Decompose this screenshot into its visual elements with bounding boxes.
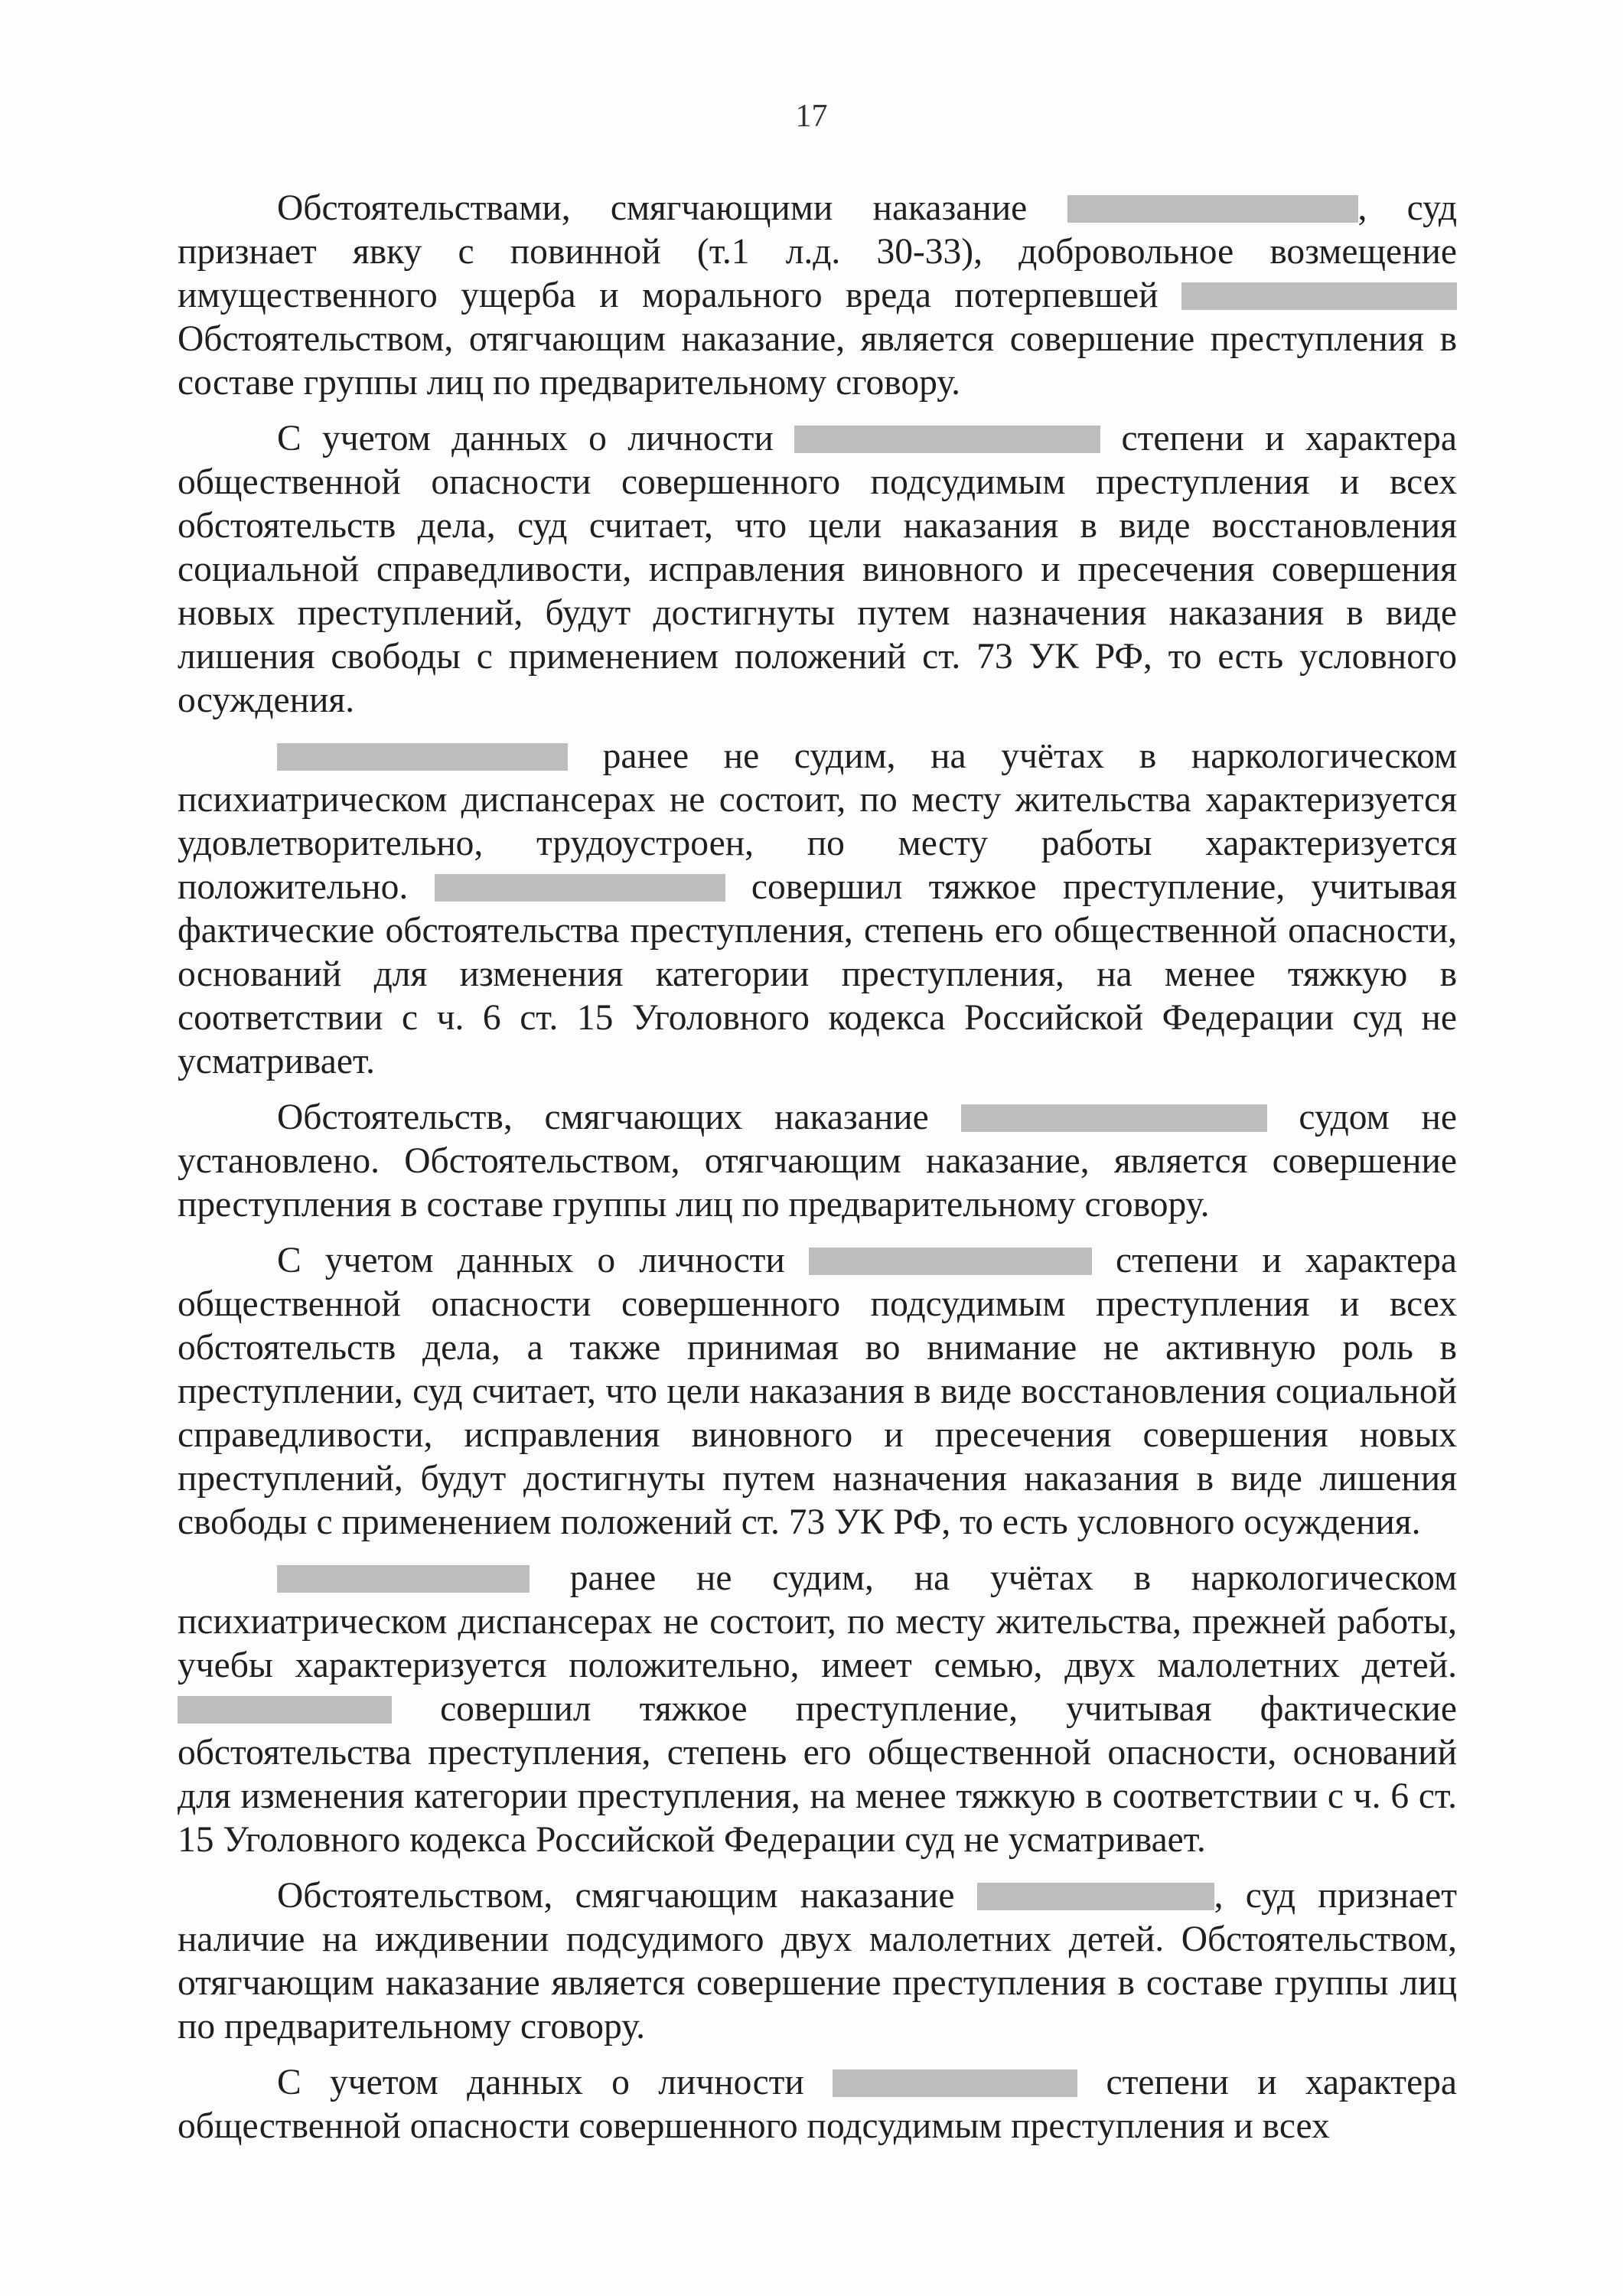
paragraph-text: степени и характера общественной опасности совершенного подсудимым преступления и всех обстоятельств дела, а также принимая во внимание не активную роль в преступлении, суд считает, что цели наказания в виде восстановления социальной справедливости, исправления виновного и пресечения совершения новых преступлений, будут достигнуты путем назначения наказания в виде лишения свободы с применением положений ст. 73 УК РФ, то есть условного осуждения. bbox=[178, 1241, 1457, 1542]
paragraph-text: степени и характера общественной опасности совершенного подсудимым преступления и всех обстоятельств дела, суд считает, что цели наказания в виде восстановления социальной справедливости, исправления виновного и пресечения совершения новых преступлений, будут достигнуты путем назначения наказания в виде лишения свободы с применением положений ст. 73 УК РФ, то есть условного осуждения. bbox=[178, 419, 1457, 720]
paragraph-text: степени и характера общественной опасности совершенного подсудимым преступления и всех bbox=[178, 2063, 1457, 2146]
paragraph-p7 bbox=[178, 1874, 1457, 2049]
paragraph-text: , суд признает наличие на иждивении подсудимого двух малолетних детей. Обстоятельством, отягчающим наказание является совершение преступления в составе группы лиц по предварительному сговору. bbox=[178, 1876, 1457, 2047]
redacted-name bbox=[961, 1104, 1267, 1132]
paragraph-text: ранее не судим, на учётах в наркологическом психиатрическом диспансерах не состоит, по месту жительства, прежней работы, учебы характеризуется положительно, имеет семью, двух малолетних детей. bbox=[178, 1558, 1457, 1685]
paragraph-p1 bbox=[178, 187, 1457, 405]
redacted-name bbox=[1067, 195, 1358, 223]
paragraph-text: судом не установлено. Обстоятельством, отягчающим наказание, является совершение преступления в составе группы лиц по предварительному сговору. bbox=[178, 1097, 1457, 1225]
paragraph-p2 bbox=[178, 417, 1457, 722]
paragraph-text: Обстоятельствами, смягчающими наказание bbox=[277, 188, 1067, 228]
redacted-name bbox=[833, 2069, 1077, 2097]
redacted-name bbox=[977, 1883, 1214, 1910]
redacted-name bbox=[435, 874, 725, 902]
paragraph-text: ранее не судим, на учётах в наркологическом психиатрическом диспансерах не состоит, по месту жительства характеризуется удовлетворительно, трудоустроен, по месту работы характеризуется положительно. bbox=[178, 736, 1457, 907]
redacted-name bbox=[277, 743, 568, 771]
paragraph-p3 bbox=[178, 735, 1457, 1084]
redacted-name bbox=[809, 1247, 1092, 1275]
redacted-name bbox=[178, 1696, 392, 1724]
paragraph-text: С учетом данных о личности bbox=[277, 2063, 833, 2102]
paragraph-text: совершил тяжкое преступление, учитывая фактические обстоятельства преступления, степень его общественной опасности, оснований для изменения категории преступления, на менее тяжкую в соответствии с ч. 6 ст. 15 Уголовного кодекса Российской Федерации суд не усматривает. bbox=[178, 1689, 1457, 1860]
paragraph-text: , суд признает явку с повинной (т.1 л.д. 30-33), добровольное возмещение имущественного ущерба и морального вреда потерпевшей bbox=[178, 188, 1457, 315]
redacted-name bbox=[1181, 282, 1457, 310]
paragraph-text: С учетом данных о личности bbox=[277, 1241, 809, 1280]
page-number: 17 bbox=[795, 99, 828, 134]
paragraph-text: Обстоятельств, смягчающих наказание bbox=[277, 1097, 961, 1137]
paragraph-text: совершил тяжкое преступление, учитывая фактические обстоятельства преступления, степень его общественной опасности, оснований для изменения категории преступления, на менее тяжкую в соответствии с ч. 6 ст. 15 Уголовного кодекса Российской Федерации суд не усматривает. bbox=[178, 867, 1457, 1081]
paragraph-p4 bbox=[178, 1096, 1457, 1227]
redacted-name bbox=[277, 1565, 530, 1593]
paragraph-p6 bbox=[178, 1557, 1457, 1862]
paragraph-p8 bbox=[178, 2061, 1457, 2148]
paragraph-text: Обстоятельством, отягчающим наказание, является совершение преступления в составе группы лиц по предварительному сговору. bbox=[178, 319, 1457, 403]
document-body bbox=[178, 187, 1457, 2161]
paragraph-text: Обстоятельством, смягчающим наказание bbox=[277, 1876, 977, 1916]
paragraph-p5 bbox=[178, 1239, 1457, 1544]
redacted-name bbox=[794, 426, 1100, 453]
paragraph-text: С учетом данных о личности bbox=[277, 419, 795, 458]
